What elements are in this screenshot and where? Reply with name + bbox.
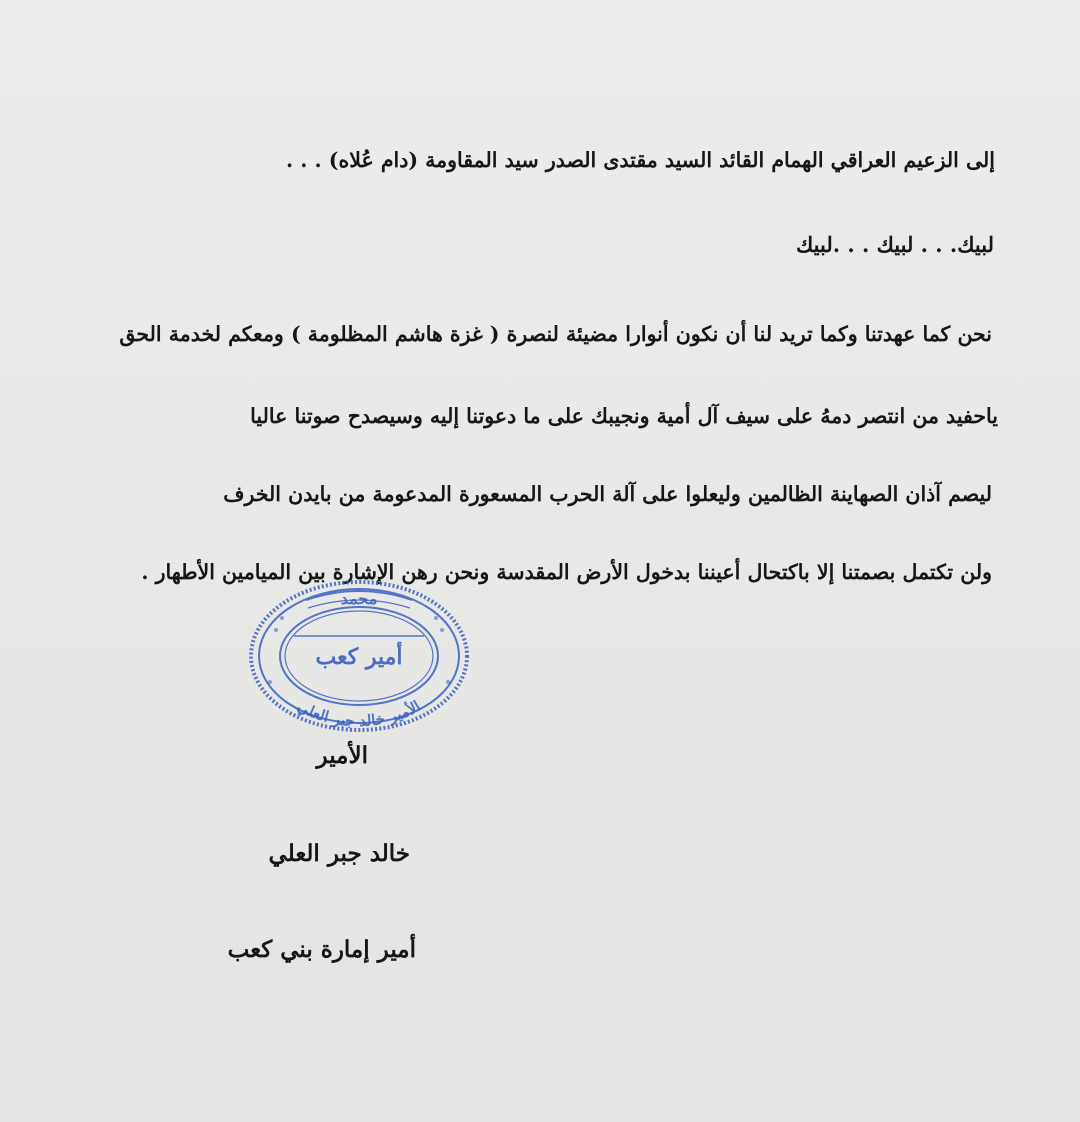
signature-name: خالد جبر العلي bbox=[268, 840, 410, 867]
stamp-center-text: أمير كعب bbox=[315, 644, 403, 670]
paragraph-line-2: ياحفيد من انتصر دمهُ على سيف آل أمية ونجيبك على ما دعوتنا إليه وسيصدح صوتنا عاليا bbox=[250, 404, 998, 428]
call-line: لبيك. . . لبيك . . .لبيك bbox=[795, 232, 994, 257]
paragraph-line-3: ليصم آذان الصهاينة الظالمين وليعلوا على آلة الحرب المسعورة المدعومة من بايدن الخرف bbox=[223, 482, 992, 506]
stamp-ring-text: الأمير خالد جبر العلي bbox=[294, 696, 424, 731]
paragraph-line-4: ولن تكتمل بصمتنا إلا باكتحال أعيننا بدخول الأرض المقدسة ونحن رهن الإشارة بين الميامين الأطهار . bbox=[141, 560, 992, 584]
official-stamp bbox=[246, 578, 472, 734]
stamp-top-text: محمد bbox=[340, 589, 378, 608]
signature-role: أمير إمارة بني كعب bbox=[227, 936, 416, 963]
addressee-line: إلى الزعيم العراقي الهمام القائد السيد مقتدى الصدر سيد المقاومة (دام عُلاه) . . . bbox=[285, 148, 995, 172]
signature-title: الأمير bbox=[316, 742, 368, 769]
paragraph-line-1: نحن كما عهدتنا وكما تريد لنا أن نكون أنوارا مضيئة لنصرة ( غزة هاشم المظلومة ) ومعكم لخدمة الحق bbox=[119, 322, 992, 346]
